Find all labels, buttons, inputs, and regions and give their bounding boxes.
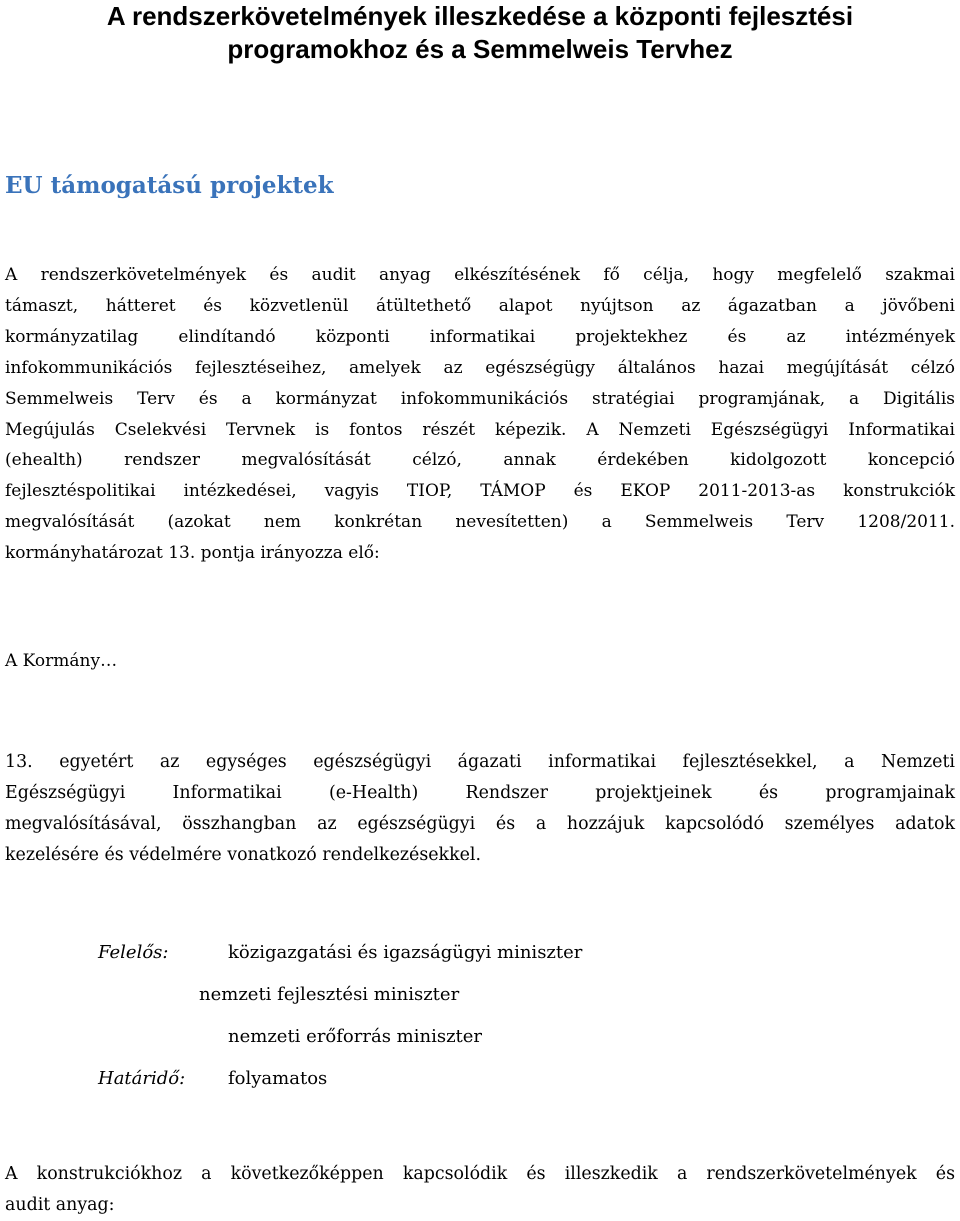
responsible-value-2: nemzeti fejlesztési miniszter [199, 984, 460, 1005]
paragraph-line: Megújulás Cselekvési Tervnek is fontos részét képezik. A Nemzeti Egészségügyi Informatikai [5, 419, 955, 440]
responsible-value-3: nemzeti erőforrás miniszter [228, 1026, 483, 1047]
paragraph-line: megvalósításával, összhangban az egészségügyi és a hozzájuk kapcsolódó személyes adatok [5, 814, 955, 834]
paragraph-line: kormányhatározat 13. pontja irányozza elő: [5, 543, 380, 564]
paragraph-line: (ehealth) rendszer megvalósítását célzó, annak érdekében kidolgozott koncepció [5, 450, 955, 471]
paragraph-intro [5, 260, 955, 569]
paragraph-line: audit anyag: [5, 1195, 115, 1215]
responsible-label: Felelős: [98, 942, 169, 963]
paragraph-line: A konstrukciókhoz a következőképpen kapcsolódik és illeszkedik a rendszerkövetelmények és [5, 1164, 955, 1184]
paragraph-closing [5, 1159, 955, 1221]
paragraph-line: kezelésére és védelmére vonatkozó rendelkezésekkel. [5, 845, 482, 865]
paragraph-line: 13. egyetért az egységes egészségügyi ágazati informatikai fejlesztésekkel, a Nemzeti [5, 752, 955, 772]
deadline-value: folyamatos [228, 1068, 328, 1089]
deadline-label: Határidő: [98, 1068, 186, 1089]
paragraph-line: kormányzatilag elindítandó központi informatikai projektekhez és az intézmények [5, 326, 955, 347]
document-title [0, 0, 960, 66]
paragraph-line: A rendszerkövetelmények és audit anyag elkészítésének fő célja, hogy megfelelő szakmai [5, 265, 955, 285]
paragraph-decision [5, 747, 955, 871]
paragraph-line: Egészségügyi Informatikai (e-Health) Rendszer projektjeinek és programjainak [5, 783, 955, 803]
paragraph-line: infokommunikációs fejlesztéseihez, amelyek az egészségügy általános hazai megújítását célzó [5, 357, 955, 378]
title-line-1: A rendszerkövetelmények illeszkedése a központi fejlesztési [106, 1, 854, 31]
paragraph-line: megvalósítását (azokat nem konkrétan nevesítetten) a Semmelweis Terv 1208/2011. [5, 512, 955, 533]
paragraph-line: Semmelweis Terv és a kormányzat infokommunikációs stratégiai programjának, a Digitális [5, 388, 955, 409]
paragraph-line: fejlesztéspolitikai intézkedései, vagyis TIOP, TÁMOP és EKOP 2011-2013-as konstrukciók [5, 481, 955, 502]
responsible-value-1: közigazgatási és igazságügyi miniszter [228, 942, 583, 963]
kormany-line: A Kormány… [5, 651, 118, 671]
section-heading: EU támogatású projektek [5, 172, 334, 199]
title-line-2: programokhoz és a Semmelweis Tervhez [227, 34, 733, 64]
paragraph-line: támaszt, hátteret és közvetlenül átültethető alapot nyújtson az ágazatban a jövőbeni [5, 295, 955, 316]
